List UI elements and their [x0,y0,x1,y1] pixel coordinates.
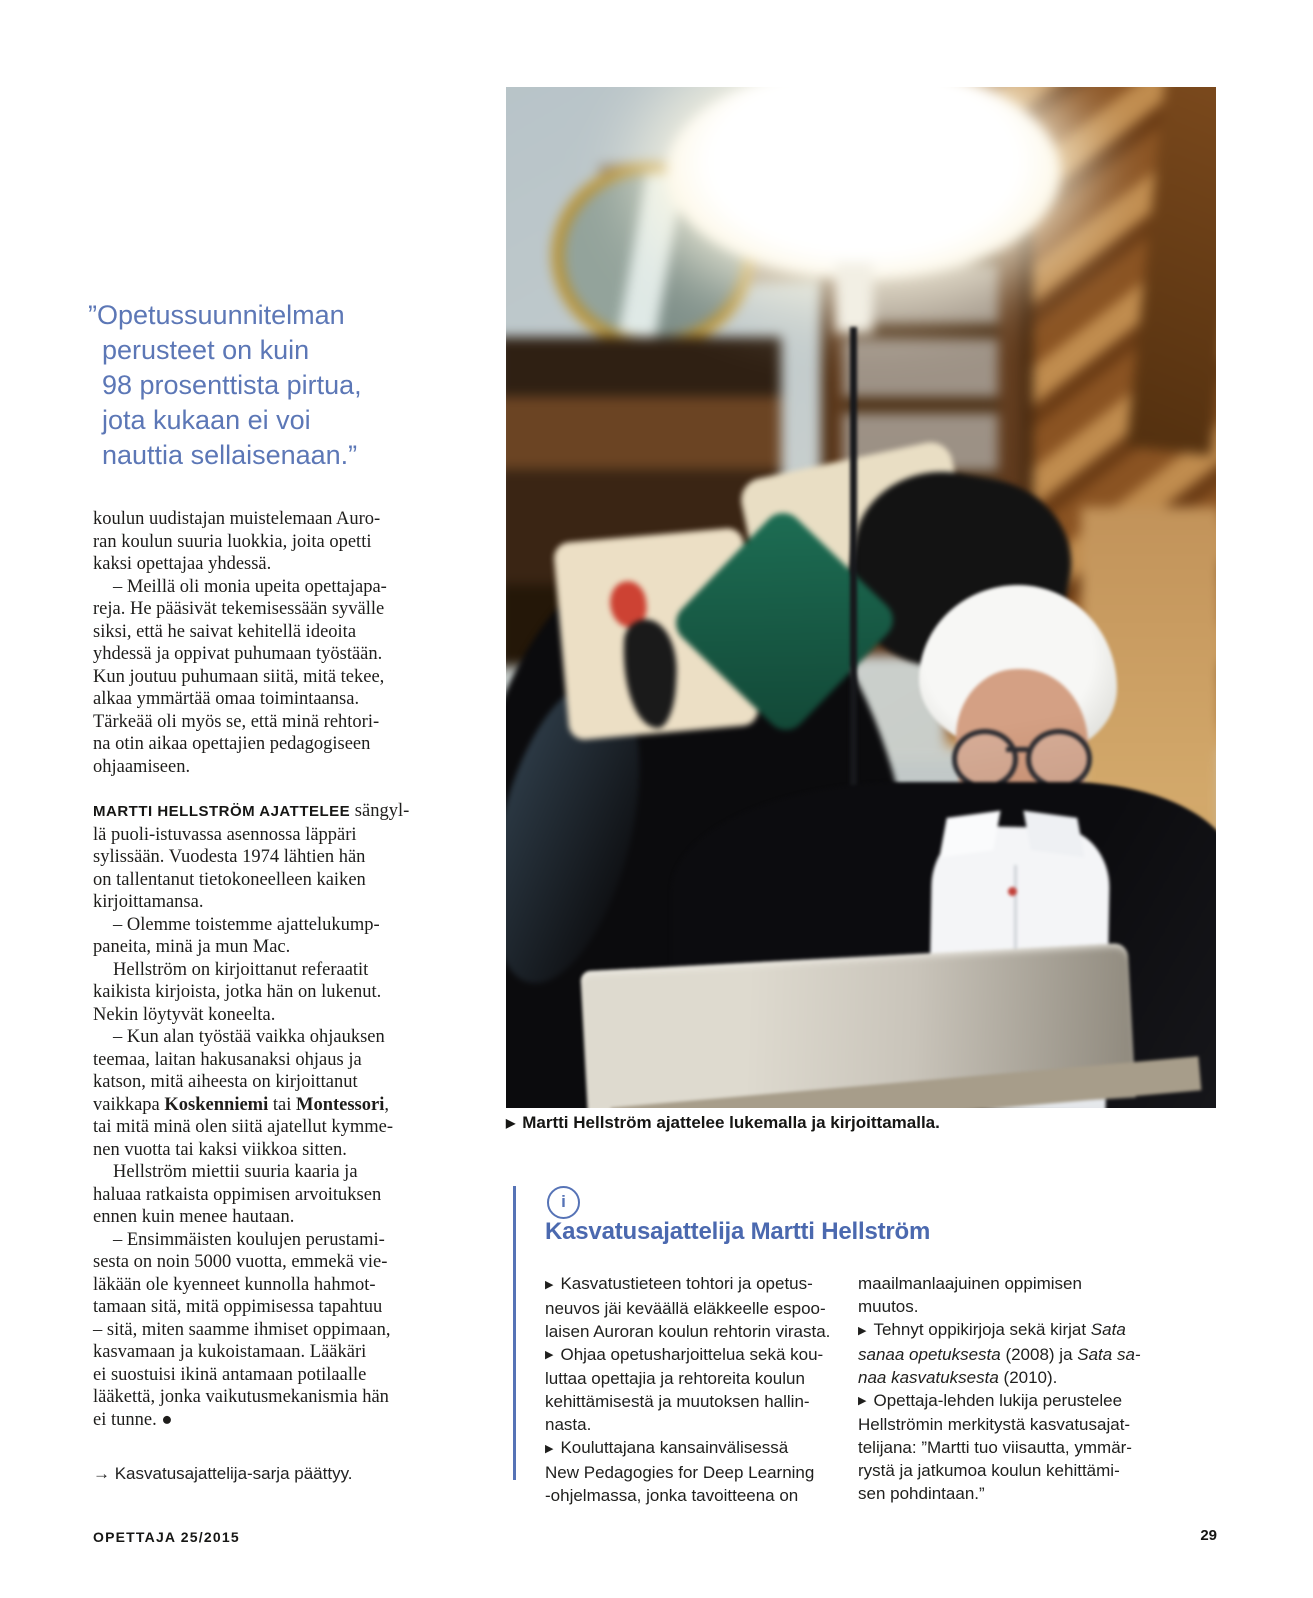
bold-name: Koskenniemi [164,1094,269,1115]
info-item [545,1436,860,1507]
paragraph-text: sängyl- lä puoli-istuvassa asennossa läppäri sylissään. Vuodesta 1974 lähtien hän on tallentanut tietokoneelleen kaiken kirjoittamansa. [93,801,410,912]
eyeglasses-bridge [1006,747,1028,752]
shirt-collar [939,811,1000,858]
info-box-column-2 [858,1272,1173,1505]
info-box-accent-line [513,1186,516,1480]
paragraph-text: , tai mitä minä olen siitä ajatellut kymme- nen vuotta tai kaksi viikkoa sitten. [93,1094,394,1160]
bullet-triangle-icon: ▶ [545,1278,554,1291]
book-title: Sata sa- naa kasvatuksesta [858,1344,1141,1387]
shirt-collar [1023,811,1084,858]
photo-caption [506,1113,940,1133]
info-item [545,1272,860,1343]
info-item-text: Kouluttajana kansainvälisessä New Pedagogies for Deep Learning -ohjelmassa, jonka tavoitteena on [545,1438,815,1505]
article-photo [506,87,1216,1108]
paragraph [93,1026,438,1161]
paragraph: – Olemme toistemme ajattelukump- paneita, minä ja mun Mac. [93,914,380,957]
info-item [858,1318,1173,1389]
paragraph: Hellström miettii suuria kaaria ja haluaa ratkaista oppimisen arvoituksen ennen kuin menee hautaan. [93,1162,382,1227]
bullet-triangle-icon: ▶ [545,1349,554,1361]
info-icon: i [547,1186,580,1219]
info-item-text: Ohjaa opetusharjoittelua sekä kou- luttaa opettajia ja rehtoreita koulun kehittämisestä ja muutoksen hallin- nasta. [545,1344,824,1434]
bullet-triangle-icon: ▶ [858,1395,867,1407]
article-body [93,508,438,1431]
shirt-button [1008,887,1017,896]
paragraph-text: tai [268,1094,296,1115]
info-item: maailmanlaajuinen oppimisen muutos. [858,1274,1082,1316]
paragraph: – Ensimmäisten koulujen perustami- sesta on noin 5000 vuotta, emmekä vie- läkään ole kyenneet kunnolla hahmot- tamaan sitä, mitä oppimisessa tapahtuu – sitä, miten saamme ihmiset oppimaan, kasvamaan ja kukoistamaan. Lääkäri ei suostuisi ikinä antamaan potilaalle lääkettä, jonka vaikutusmekanismia hän ei tunne. ● [93,1229,391,1430]
paragraph [93,800,438,914]
section-lead-in: MARTTI HELLSTRÖM AJATTELEE [93,803,351,820]
paragraph-text: – Kun alan työstää vaikka ohjauksen teemaa, laitan hakusanaksi ohjaus ja katson, mitä aiheesta on kirjoittanut vaikkapa [93,1027,385,1115]
paragraph: koulun uudistajan muistelemaan Auro- ran koulun suuria luokkia, joita opetti kaksi opettajaa yhdessä. [93,509,381,574]
info-item-text: (2008) ja [1000,1344,1078,1364]
photo-foreground [506,87,1216,1108]
eyeglasses-left-lens [952,729,1018,789]
bold-name: Montessori [295,1094,385,1115]
page-number: 29 [1200,1527,1217,1544]
caption-arrow-icon: ▶ [506,1116,516,1130]
magazine-issue-label: OPETTAJA 25/2015 [93,1529,240,1545]
paragraph: – Meillä oli monia upeita opettajapa- reja. He pääsivät tekemisessään syvälle siksi, että he saivat kehitellä ideoita yhdessä ja oppivat puhumaan työstään. Kun joutuu puhumaan siitä, mitä tekee, alkaa ymmärtää omaa toimintaansa. Tärkeää oli myös se, että minä rehtori- na otin aikaa opettajien pedagogiseen ohjaamiseen. [93,576,387,777]
book-title: Sata sanaa opetuksesta [858,1320,1126,1364]
info-item-text: (2010). [998,1367,1058,1387]
caption-text: Martti Hellström ajattelee lukemalla ja kirjoittamalla. [522,1113,940,1132]
pull-quote: ”Opetussuunnitelman perusteet on kuin 98 prosenttista pirtua, jota kukaan ei voi nauttia sellaisenaan.” [88,300,362,470]
eyeglasses-right-lens [1026,729,1092,789]
bullet-triangle-icon: ▶ [858,1324,867,1337]
info-box-title: Kasvatusajattelija Martti Hellström [545,1218,931,1245]
info-item-text: Tehnyt oppikirjoja sekä kirjat [873,1320,1091,1339]
info-box-column-1 [545,1272,860,1507]
info-item [545,1343,860,1437]
info-item-text: Kasvatustieteen tohtori ja opetus- neuvos jäi keväällä eläkkeelle espoo- laisen Auroran koulun rehtorin virasta. [545,1274,831,1341]
bullet-triangle-icon: ▶ [545,1442,554,1455]
info-item [858,1389,1173,1506]
paragraph: Hellström on kirjoittanut referaatit kaikista kirjoista, jotka hän on lukenut. Nekin löytyvät koneelta. [93,959,382,1025]
series-end-note: → Kasvatusajattelija-sarja päättyy. [93,1464,353,1483]
info-item-text: Opettaja-lehden lukija perustelee Hellströmin merkitystä kasvatusajat- telijana: ”Martti tuo viisautta, ymmär- rystä ja jatkumoa koulun kehittämi- sen pohdintaan.” [858,1390,1132,1503]
